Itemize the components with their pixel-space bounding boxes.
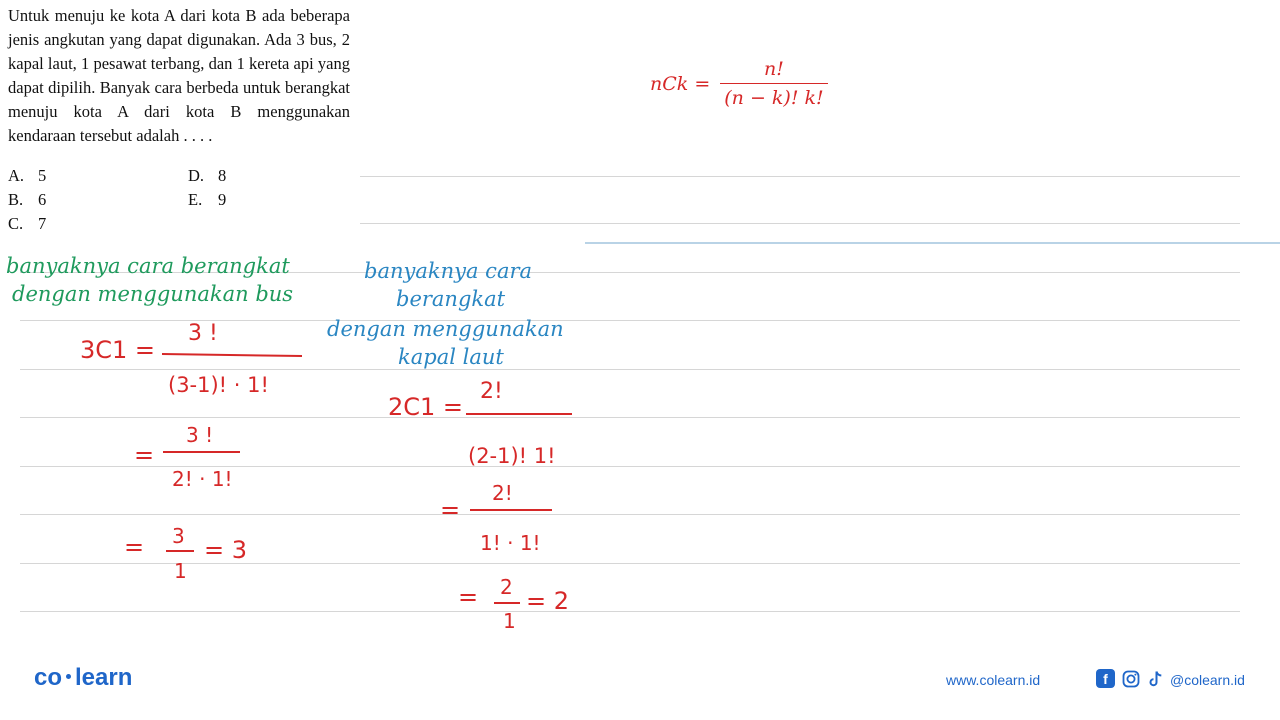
formula-lhs: nCk = bbox=[650, 72, 711, 95]
bus-lhs: 3C1 = bbox=[80, 336, 156, 364]
bus-den-1: (3-1)! · 1! bbox=[168, 373, 269, 397]
ship-den-1: (2-1)! 1! bbox=[468, 444, 556, 468]
bus-num-3: 3 bbox=[172, 524, 185, 548]
bus-den-2: 2! · 1! bbox=[172, 467, 233, 491]
option-letter: D. bbox=[188, 166, 205, 185]
ship-label-line3: dengan menggunakan bbox=[327, 317, 564, 341]
website-link[interactable]: www.colearn.id bbox=[946, 672, 1041, 688]
ship-num-2: 2! bbox=[492, 481, 513, 505]
footer bbox=[0, 660, 1280, 700]
option-value: 8 bbox=[218, 166, 227, 185]
logo-left: co bbox=[34, 664, 63, 691]
bus-num-1: 3 ! bbox=[188, 321, 218, 346]
ship-result: = 2 bbox=[526, 587, 570, 615]
bus-eq-3: = bbox=[124, 533, 145, 561]
formula-denominator: (n − k)! k! bbox=[720, 83, 827, 109]
bus-fraction-bar-1 bbox=[162, 354, 302, 356]
option-letter: E. bbox=[188, 190, 203, 209]
option-value: 9 bbox=[218, 190, 227, 209]
ship-label-line2: berangkat bbox=[396, 287, 506, 311]
option-value: 6 bbox=[38, 190, 47, 209]
option-letter: A. bbox=[8, 166, 25, 185]
bus-label-line1: banyaknya cara berangkat bbox=[6, 254, 290, 278]
option-value: 5 bbox=[38, 166, 47, 185]
bus-num-2: 3 ! bbox=[186, 423, 214, 447]
bus-label-line2: dengan menggunakan bus bbox=[12, 282, 294, 306]
tiktok-icon[interactable] bbox=[1146, 669, 1165, 688]
ship-num-3: 2 bbox=[500, 575, 513, 599]
logo-right: learn bbox=[75, 664, 133, 691]
ship-den-2: 1! · 1! bbox=[480, 531, 541, 555]
ship-den-3: 1 bbox=[503, 609, 516, 633]
ship-num-1: 2! bbox=[480, 379, 503, 404]
facebook-icon[interactable]: f bbox=[1096, 669, 1115, 688]
ship-eq-3: = bbox=[458, 583, 479, 611]
bus-den-3: 1 bbox=[174, 559, 187, 583]
social-handle[interactable]: @colearn.id bbox=[1170, 672, 1245, 688]
option-letter: C. bbox=[8, 214, 24, 233]
ship-eq-2: = bbox=[440, 496, 461, 524]
instagram-icon[interactable] bbox=[1121, 669, 1140, 688]
colearn-logo[interactable] bbox=[34, 664, 132, 692]
bus-eq-2: = bbox=[134, 441, 155, 469]
ship-lhs: 2C1 = bbox=[388, 393, 464, 421]
logo-dot bbox=[66, 674, 71, 679]
ship-label-line4: kapal laut bbox=[398, 345, 504, 369]
social-icons bbox=[1096, 669, 1165, 688]
bus-result: = 3 bbox=[204, 536, 248, 564]
formula-numerator: n! bbox=[764, 58, 784, 80]
option-letter: B. bbox=[8, 190, 24, 209]
option-value: 7 bbox=[38, 214, 47, 233]
ship-label-line1: banyaknya cara bbox=[364, 259, 533, 283]
question-paragraph: Untuk menuju ke kota A dari kota B ada beberapa jenis angkutan yang dapat digunakan. Ada 3 bus, 2 kapal laut, 1 pesawat terbang, dan 1 kereta api yang dapat dipilih. Banyak cara berbeda untuk berangkat menuju kota A dari kota B menggunakan kendaraan tersebut adalah . . . . bbox=[8, 6, 350, 145]
